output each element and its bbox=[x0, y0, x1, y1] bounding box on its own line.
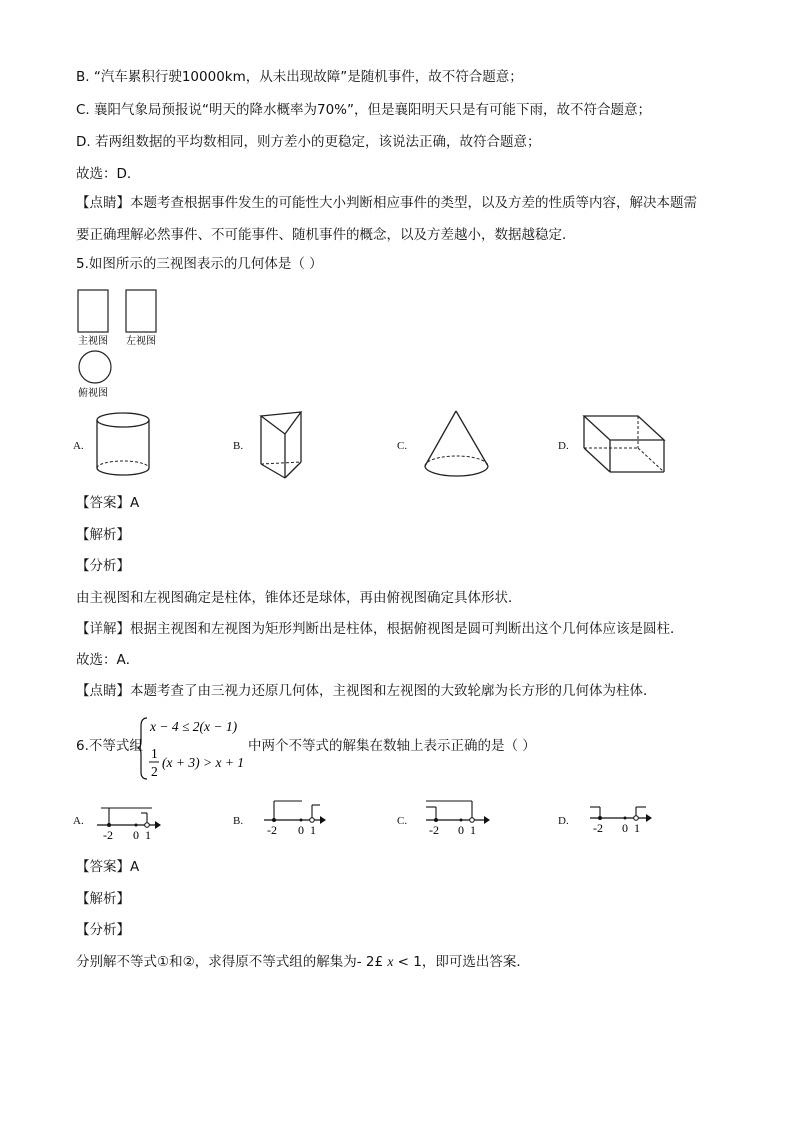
q6-analysis bbox=[76, 953, 530, 971]
svg-text:1: 1 bbox=[145, 828, 151, 842]
q5-analysis: 由主视图和左视图确定是柱体，锥体还是球体，再由俯视图确定具体形状． bbox=[76, 590, 522, 606]
svg-text:0: 0 bbox=[298, 823, 304, 837]
q5-fenxi: 【分析】 bbox=[76, 558, 130, 574]
q5-option-b-label: B. bbox=[233, 440, 244, 452]
inequality-2-denominator: 2 bbox=[151, 764, 158, 779]
inequality-2-numerator: 1 bbox=[151, 746, 158, 761]
front-view-rect bbox=[78, 290, 108, 332]
q6-fenxi: 【分析】 bbox=[76, 922, 130, 938]
left-view-caption: 左视图 bbox=[126, 336, 156, 347]
q6-answer: 【答案】A bbox=[76, 859, 140, 875]
q5-choose: 故选：A． bbox=[76, 652, 140, 668]
q6-option-d-numberline bbox=[588, 795, 658, 837]
q6-option-b-numberline bbox=[262, 795, 332, 837]
note4-line1: 【点睛】本题考查根据事件发生的可能性大小判断相应事件的类型，以及方差的性质等内容，解决本题需 bbox=[76, 195, 697, 211]
q5-option-c-label: C. bbox=[397, 440, 408, 452]
inequality-1: x − 4 ≤ 2(x − 1) bbox=[150, 719, 238, 734]
svg-text:-2: -2 bbox=[267, 823, 277, 837]
q6-jiexi: 【解析】 bbox=[76, 891, 130, 907]
q6-inequality-system bbox=[138, 714, 253, 782]
svg-text:1: 1 bbox=[634, 821, 640, 835]
q6-option-c-numberline bbox=[424, 795, 494, 837]
q5-option-b-prism bbox=[255, 410, 335, 482]
system-brace bbox=[138, 718, 147, 779]
svg-text:1: 1 bbox=[470, 823, 476, 837]
svg-text:0: 0 bbox=[458, 823, 464, 837]
q6-analysis-part1: 分别解不等式①和②，求得原不等式组的解集为- 2£ bbox=[76, 954, 388, 970]
q6-option-a-numberline bbox=[95, 800, 165, 842]
para-d: D. 若两组数据的平均数相同，则方差小的更稳定，该说法正确，故符合题意； bbox=[76, 134, 541, 150]
q5-option-a-label: A. bbox=[73, 440, 84, 452]
q5-option-a-cylinder bbox=[90, 410, 160, 482]
choose-d: 故选：D． bbox=[76, 166, 141, 182]
svg-text:0: 0 bbox=[133, 828, 139, 842]
inequality-2-rest: (x + 3) > x + 1 bbox=[162, 755, 245, 770]
left-view-rect bbox=[126, 290, 156, 332]
q6-analysis-var: x bbox=[387, 954, 394, 969]
three-view-figure bbox=[70, 286, 170, 406]
top-view-circle bbox=[79, 351, 111, 383]
q5-option-d-label: D. bbox=[558, 440, 569, 452]
q6-note-placeholder: 【点睛】本题考查了由三视力还原几何体，主视图和左视图的大致轮廓为长方形的几何体为柱体． bbox=[76, 683, 657, 699]
q6-option-c-label: C. bbox=[397, 815, 408, 827]
q5-option-c-cone bbox=[420, 408, 495, 484]
svg-text:0: 0 bbox=[622, 821, 628, 835]
para-b: B. “汽车累积行驶10000km，从未出现故障”是随机事件，故不符合题意； bbox=[76, 69, 523, 85]
note4-line2: 要正确理解必然事件、不可能事件、随机事件的概念，以及方差越小，数据越稳定． bbox=[76, 227, 576, 243]
svg-text:-2: -2 bbox=[429, 823, 439, 837]
q6-prefix: 6.不等式组 bbox=[76, 738, 143, 754]
front-view-caption: 主视图 bbox=[78, 336, 108, 347]
svg-text:1: 1 bbox=[310, 823, 316, 837]
q5-jiexi: 【解析】 bbox=[76, 527, 130, 543]
q6-suffix: 中两个不等式的解集在数轴上表示正确的是（ ） bbox=[248, 738, 536, 754]
svg-text:-2: -2 bbox=[103, 828, 113, 842]
q5-option-d-cuboid bbox=[580, 412, 670, 478]
q6-analysis-part2: < 1，即可选出答案． bbox=[393, 954, 530, 970]
para-c: C. 襄阳气象局预报说“明天的降水概率为70%”，但是襄阳明天只是有可能下雨，故不符合题意； bbox=[76, 102, 652, 118]
q6-option-b-label: B. bbox=[233, 815, 244, 827]
q5-stem: 5.如图所示的三视图表示的几何体是（ ） bbox=[76, 256, 323, 272]
top-view-caption: 俯视图 bbox=[78, 388, 108, 399]
svg-text:-2: -2 bbox=[593, 821, 603, 835]
q5-detail: 【详解】根据主视图和左视图为矩形判断出是柱体，根据俯视图是圆可判断出这个几何体应该是圆柱． bbox=[76, 621, 684, 637]
q5-answer: 【答案】A bbox=[76, 495, 140, 511]
q6-option-d-label: D. bbox=[558, 815, 569, 827]
q6-option-a-label: A. bbox=[73, 815, 84, 827]
